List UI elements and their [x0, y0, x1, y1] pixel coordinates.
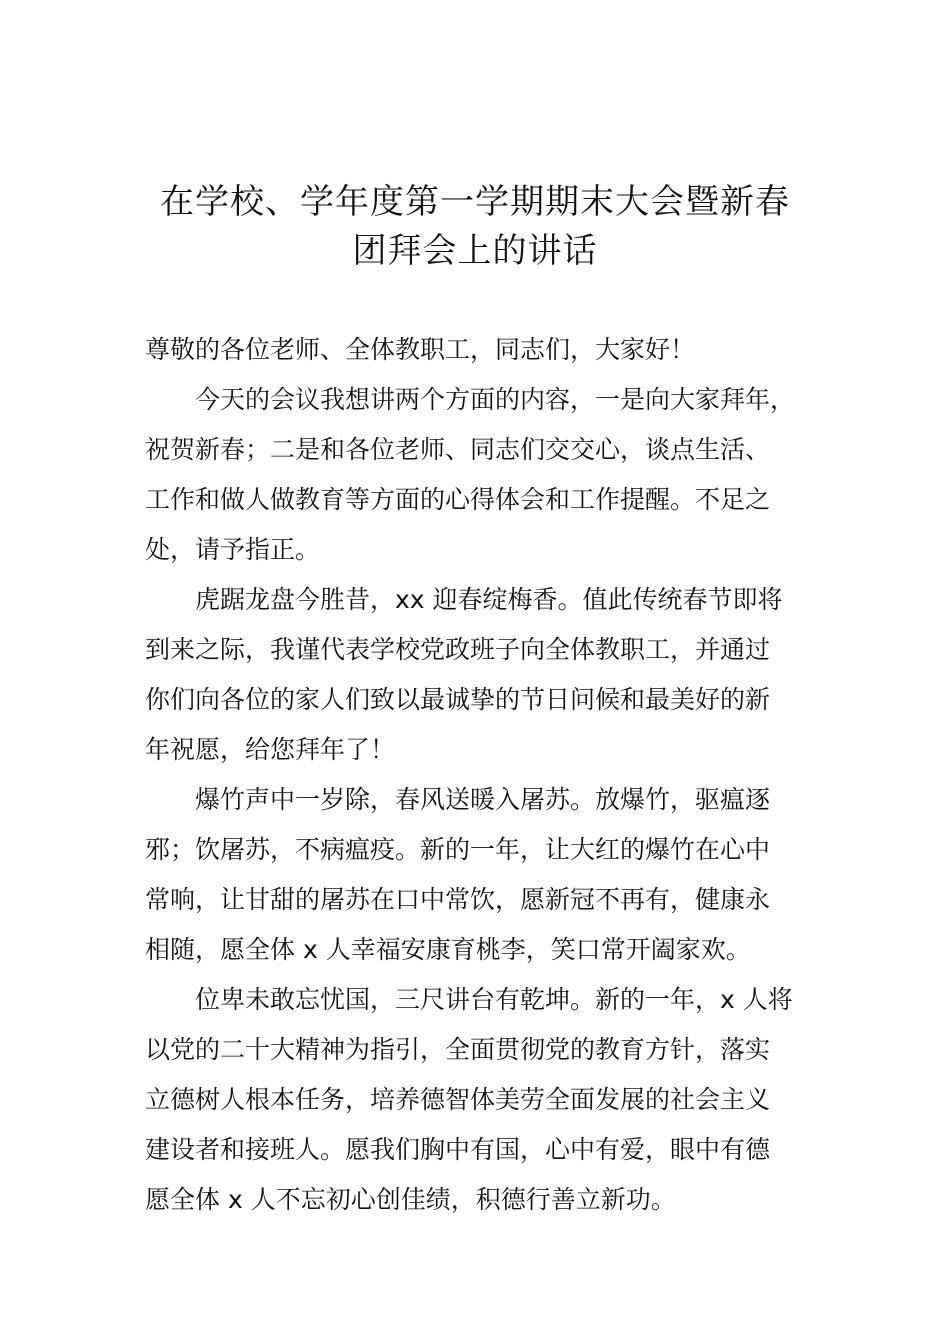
body-line: 爆竹声中一岁除，春风送暖入屠苏。放爆竹，驱瘟逐	[195, 785, 771, 814]
body-line: 处，请予指正。	[145, 535, 321, 564]
body-line: 建设者和接班人。愿我们胸中有国，心中有爱，眼中有德	[145, 1135, 771, 1164]
document-title-line-1: 在学校、学年度第一学期期末大会暨新春	[160, 182, 790, 222]
salutation: 尊敬的各位老师、全体教职工，同志们，大家好！	[145, 335, 696, 364]
body-line: 祝贺新春；二是和各位老师、同志们交交心，谈点生活、	[145, 435, 771, 464]
body-line: 以党的二十大精神为指引，全面贯彻党的教育方针，落实	[145, 1035, 771, 1064]
body-line: 到来之际，我谨代表学校党政班子向全体教职工，并通过	[145, 635, 771, 664]
body-line: 立德树人根本任务，培养德智体美劳全面发展的社会主义	[145, 1085, 771, 1114]
body-line: 位卑未敢忘忧国，三尺讲台有乾坤。新的一年，x 人将	[195, 985, 793, 1014]
body-line: 工作和做人做教育等方面的心得体会和工作提醒。不足之	[145, 485, 771, 514]
body-line: 邪；饮屠苏，不病瘟疫。新的一年，让大红的爆竹在心中	[145, 835, 771, 864]
body-line: 愿全体 x 人不忘初心创佳绩，积德行善立新功。	[145, 1185, 676, 1214]
body-line: 虎踞龙盘今胜昔，xx 迎春绽梅香。值此传统春节即将	[195, 585, 783, 614]
body-line: 今天的会议我想讲两个方面的内容，一是向大家拜年，	[195, 385, 796, 414]
document-title-line-2: 团拜会上的讲话	[352, 231, 598, 271]
body-line: 你们向各位的家人们致以最诚挚的节日问候和最美好的新	[145, 685, 771, 714]
body-line: 相随，愿全体 x 人幸福安康育桃李，笑口常开阖家欢。	[145, 935, 751, 964]
body-line: 常响，让甘甜的屠苏在口中常饮，愿新冠不再有，健康永	[145, 885, 771, 914]
body-line: 年祝愿，给您拜年了！	[145, 735, 396, 764]
